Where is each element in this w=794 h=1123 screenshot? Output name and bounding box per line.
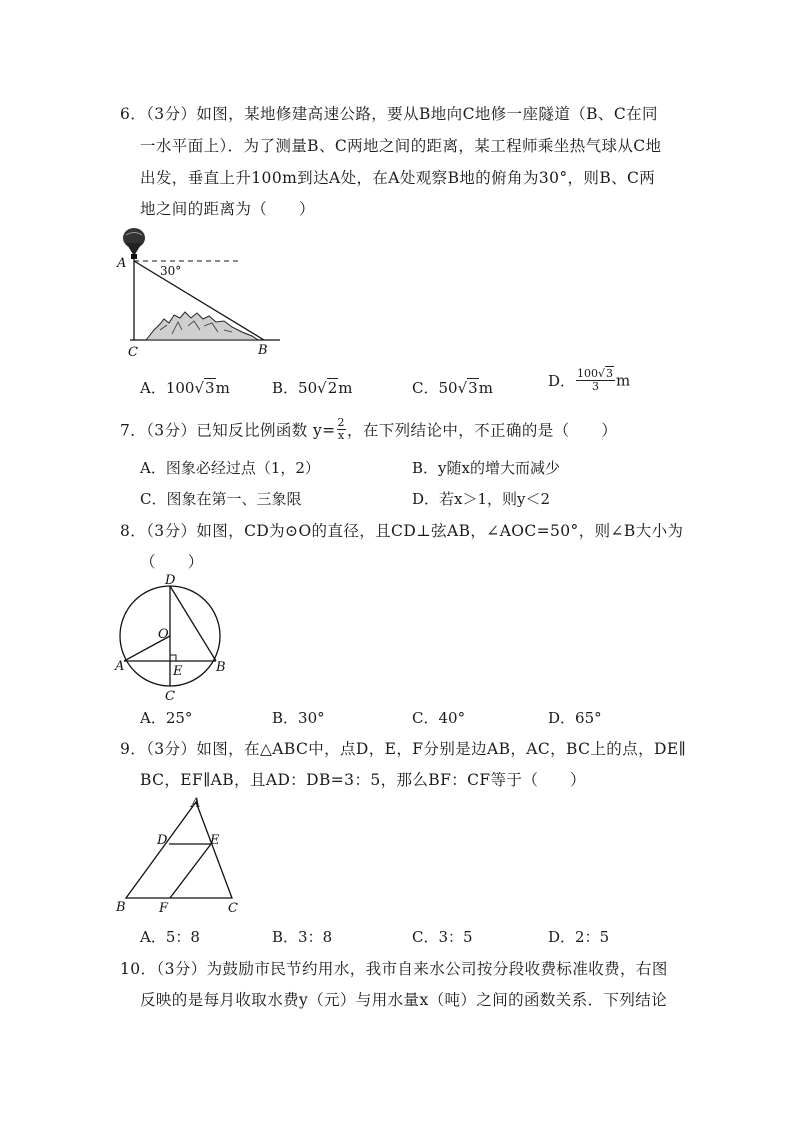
q6-stem-line-2: 一水平面上）．为了测量B、C两地之间的距离，某工程师乘坐热气球从C地 (140, 137, 662, 155)
q7-option-c: C．图象在第一、三象限 (140, 490, 302, 508)
q7-option-b: B．y随x的增大而减少 (412, 459, 560, 477)
q6-option-d-text: D． (548, 372, 576, 390)
q7-option-d: D．若x＞1，则y＜2 (412, 490, 551, 508)
q7-stem (120, 417, 617, 442)
q9-option-a: A．5：8 (140, 928, 200, 946)
sqrt-icon: √ (457, 379, 468, 397)
q8-circle-figure (112, 570, 232, 705)
q6-option-b-radicand: 2 (327, 379, 338, 397)
q6-option-b-text: B．50 (272, 379, 318, 397)
q6-option-b (272, 377, 352, 398)
sqrt-icon: √ (194, 379, 205, 397)
q6-balloon-figure (112, 226, 282, 362)
q9-label-c: C (228, 901, 238, 916)
q9-label-e: E (210, 833, 220, 848)
q7-stem-before: 7．（3分）已知反比例函数 y= (120, 421, 336, 440)
q8-stem-line-2: （ ） (140, 553, 204, 571)
q9-option-b: B．3：8 (272, 928, 333, 946)
q7-stem-after: ，在下列结论中，不正确的是（ ） (346, 421, 618, 440)
q9-label-d: D (157, 833, 168, 848)
q7-fraction-den: x (337, 429, 345, 442)
q6-option-d-unit: m (616, 371, 631, 390)
q9-label-f: F (159, 901, 169, 916)
q6-option-d-num-radicand: 3 (606, 367, 614, 380)
q6-option-d-num-coef: 100 (577, 367, 599, 380)
q9-triangle-figure (112, 794, 252, 918)
q8-label-e: E (173, 664, 183, 679)
q6-label-c: C (128, 345, 138, 360)
q9-stem-line-2: BC，EF∥AB，且AD：DB=3：5，那么BF：CF等于（ ） (140, 771, 586, 789)
q6-stem-line-1: 6．（3分）如图，某地修建高速公路，要从B地向C地修一座隧道（B、C在同 (120, 105, 658, 123)
q10-stem-line-1: 10．（3分）为鼓励市民节约用水，我市自来水公司按分段收费标准收费，右图 (120, 960, 668, 978)
q6-option-a-text: A．100 (140, 379, 195, 397)
q7-fraction (337, 417, 346, 442)
q6-stem-line-4: 地之间的距离为（ ） (140, 200, 315, 218)
q8-label-o: O (158, 627, 169, 642)
q6-label-angle: 30° (160, 264, 182, 278)
q8-label-c: C (165, 689, 175, 704)
q8-option-c: C．40° (412, 709, 466, 727)
q7-fraction-num: 2 (337, 416, 345, 429)
q8-label-b: B (216, 660, 226, 675)
q8-option-b: B．30° (272, 709, 325, 727)
q8-stem-line-1: 8．（3分）如图，CD为⊙O的直径，且CD⊥弦AB，∠AOC=50°，则∠B大小为 (120, 522, 684, 540)
q6-stem-line-3: 出发，垂直上升100m到达A处，在A处观察B地的俯角为30°，则B、C两 (140, 169, 656, 187)
q9-label-a: A (191, 796, 201, 811)
hot-air-balloon-icon (123, 228, 145, 259)
q9-option-c: C．3：5 (412, 928, 473, 946)
sqrt-icon: √ (317, 379, 327, 397)
q6-label-a: A (117, 256, 127, 271)
q9-option-d: D．2：5 (548, 928, 610, 946)
q6-option-b-unit: m (338, 379, 353, 397)
q8-label-d: D (165, 573, 176, 588)
q6-option-c (412, 377, 493, 398)
q6-option-d-fraction (576, 368, 615, 393)
q6-label-b: B (258, 343, 268, 358)
q6-option-a-unit: m (215, 379, 230, 397)
q6-option-d-den: 3 (592, 380, 600, 393)
q6-option-c-radicand: 3 (468, 379, 478, 397)
q6-option-a-radicand: 3 (205, 379, 215, 397)
q9-label-b: B (116, 900, 126, 915)
q8-label-a: A (115, 659, 125, 674)
q6-option-a (140, 377, 230, 398)
q7-option-a: A．图象必经过点（1，2） (140, 459, 320, 477)
q8-option-d: D．65° (548, 709, 602, 727)
q6-option-c-unit: m (478, 379, 493, 397)
sqrt-icon: √ (598, 367, 606, 380)
q10-stem-line-2: 反映的是每月收取水费y（元）与用水量x（吨）之间的函数关系．下列结论 (140, 991, 668, 1009)
q6-option-d (548, 368, 630, 393)
q8-option-a: A．25° (140, 709, 193, 727)
q6-option-c-text: C．50 (412, 379, 458, 397)
q9-stem-line-1: 9．（3分）如图，在△ABC中，点D，E，F分别是边AB，AC，BC上的点，DE∥ (120, 740, 687, 758)
